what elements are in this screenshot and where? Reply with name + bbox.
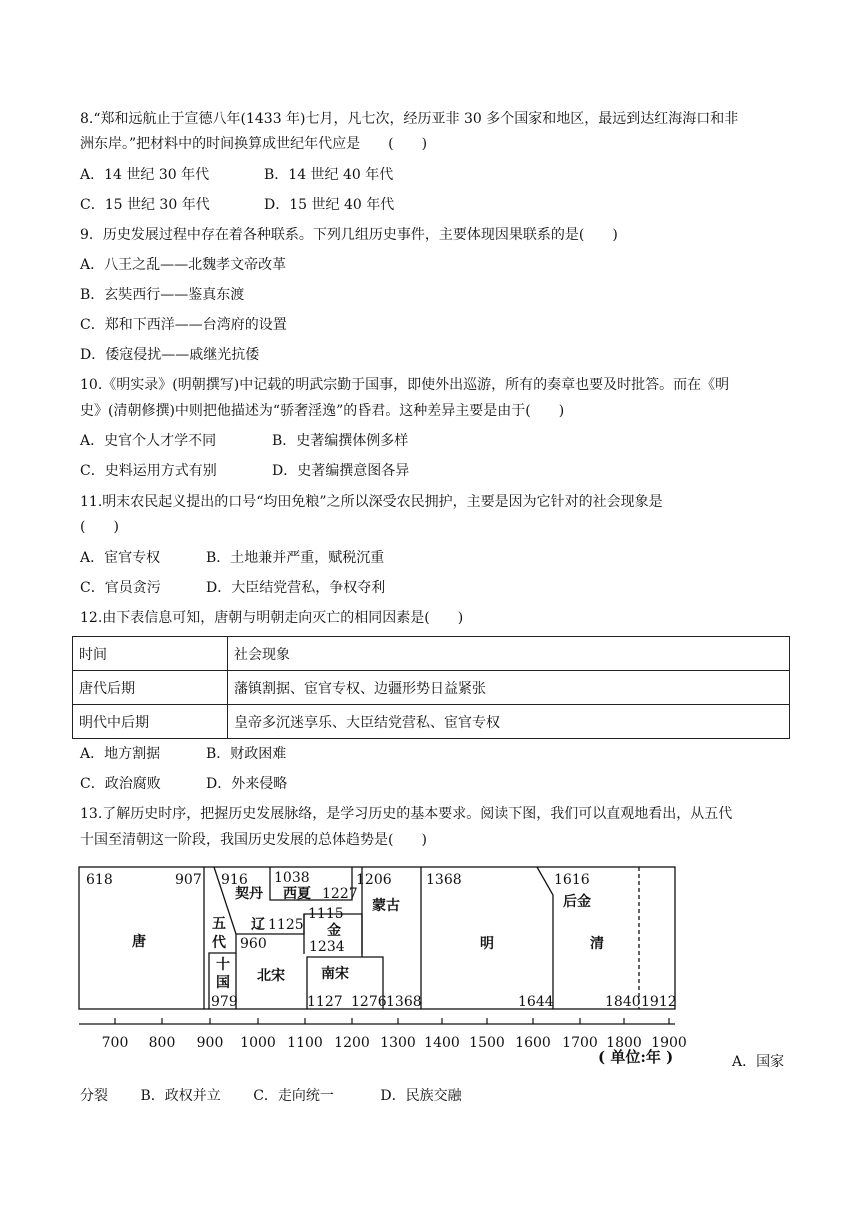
q8-stem-line2: 洲东岸。”把材料中的时间换算成世纪年代应是 ( ) [80, 136, 428, 152]
year-label: 1038 [274, 870, 310, 886]
q9-stem: 9．历史发展过程中存在着各种联系。下列几组历史事件，主要体现因果联系的是( ) [80, 227, 618, 243]
year-label: 1127 [307, 994, 343, 1010]
year-label: 1206 [356, 872, 392, 888]
q9-option-c[interactable]: C．郑和下西洋——台湾府的设置 [80, 317, 287, 333]
axis-tick-label: 1600 [515, 1035, 551, 1052]
table-cell: 藩镇割据、宦官专权、边疆形势日益紧张 [228, 671, 790, 705]
table-header-time: 时间 [73, 637, 228, 671]
axis-tick-label: 800 [148, 1035, 176, 1052]
dynasty-label-khitan: 契丹 [235, 886, 263, 902]
year-label: 618 [86, 872, 113, 888]
axis-tick-label: 1400 [424, 1035, 460, 1052]
q12-option-b[interactable]: B．财政困难 [206, 746, 287, 762]
table-cell: 唐代后期 [73, 671, 228, 705]
q13-option-a[interactable]: A．国家 [732, 1054, 785, 1070]
axis-tick-label: 900 [196, 1035, 224, 1052]
q13-options-line[interactable]: 分裂 B．政权并立 C．走向统一 D．民族交融 [80, 1088, 462, 1104]
q9-option-b[interactable]: B．玄奘西行——鉴真东渡 [80, 287, 245, 303]
year-label: 1616 [554, 872, 590, 888]
q10-option-c[interactable]: C．史料运用方式有别 [80, 463, 217, 479]
year-label: 1115 [308, 906, 344, 922]
dynasty-label-qing: 清 [590, 936, 604, 952]
q11-stem-line1: 11.明末农民起义提出的口号“均田免粮”之所以深受农民拥护，主要是因为它针对的社会现象是 [80, 494, 663, 510]
axis-tick-label: 1100 [287, 1035, 323, 1052]
axis-tick-label: 1300 [380, 1035, 416, 1052]
dynasty-label-tang: 唐 [132, 934, 146, 950]
q8-option-c[interactable]: C．15 世纪 30 年代 [80, 197, 210, 213]
unit-label: ( 单位:年 ) [598, 1048, 674, 1066]
year-label: 1912 [641, 994, 677, 1010]
year-label: 1276 [351, 994, 387, 1010]
q11-option-b[interactable]: B．土地兼并严重，赋税沉重 [206, 550, 385, 566]
year-label: 1125 [268, 917, 304, 933]
q11-stem-line2: ( ) [80, 519, 119, 535]
axis-tick-label: 1900 [651, 1035, 687, 1052]
dynasty-label-dai: 代 [212, 935, 226, 951]
q11-option-d[interactable]: D．大臣结党营私，争权夺利 [206, 580, 386, 596]
q12-option-d[interactable]: D．外来侵略 [206, 776, 288, 792]
table-header-phenomenon: 社会现象 [228, 637, 790, 671]
q10-option-d[interactable]: D．史著编撰意图各异 [272, 463, 410, 479]
year-label: 960 [240, 936, 267, 952]
dynasty-label-northern-song: 北宋 [257, 968, 285, 984]
timeline-divider [537, 867, 553, 1009]
axis-tick-label: 1700 [562, 1035, 598, 1052]
q8-option-d[interactable]: D．15 世纪 40 年代 [264, 197, 395, 213]
dynasty-label-ming: 明 [480, 936, 494, 952]
year-label: 1368 [386, 994, 422, 1010]
dynasty-label-later-jin: 后金 [563, 894, 591, 910]
q11-option-c[interactable]: C．官员贪污 [80, 580, 161, 596]
axis-tick-label: 1000 [240, 1035, 276, 1052]
q13-stem-line2: 十国至清朝这一阶段，我国历史发展的总体趋势是( ) [80, 832, 427, 848]
dynasty-label-mongol: 蒙古 [372, 898, 400, 914]
q8-option-a[interactable]: A．14 世纪 30 年代 [80, 167, 210, 183]
dynasty-label-xixia: 西夏 [283, 886, 311, 902]
dynasty-label-guo: 国 [216, 975, 230, 991]
q10-stem-line2: 史》(清朝修撰)中则把他描述为“骄奢淫逸”的昏君。这种差异主要是由于( ) [80, 403, 565, 419]
axis-tick-label: 700 [101, 1035, 129, 1052]
year-label: 907 [175, 872, 202, 888]
timeline-frame [79, 867, 675, 1009]
q12-stem: 12.由下表信息可知，唐朝与明朝走向灭亡的相同因素是( ) [80, 610, 464, 626]
table-cell: 皇帝多沉迷享乐、大臣结党营私、宦官专权 [228, 705, 790, 739]
q9-option-a[interactable]: A．八王之乱——北魏孝文帝改革 [80, 257, 287, 273]
year-label: 1234 [309, 939, 345, 955]
year-label: 1368 [426, 872, 462, 888]
dynasty-label-jin: 金 [327, 923, 341, 939]
dynasty-label-liao: 辽 [251, 917, 265, 933]
q8-stem-line1: 8.“郑和远航止于宣德八年(1433 年)七月，凡七次，经历亚非 30 多个国家和地区，最远到达红海海口和非 [80, 111, 739, 127]
dynasty-label-southern-song: 南宋 [321, 966, 349, 982]
year-label: 1644 [518, 994, 554, 1010]
axis-tick-label: 1500 [469, 1035, 505, 1052]
year-label: 916 [221, 872, 248, 888]
q9-option-d[interactable]: D．倭寇侵扰——戚继光抗倭 [80, 347, 260, 363]
dynasty-label-ten: 十 [216, 957, 230, 973]
axis-tick-label: 1200 [334, 1035, 370, 1052]
table-cell: 明代中后期 [73, 705, 228, 739]
q10-option-a[interactable]: A．史官个人才学不同 [80, 433, 217, 449]
q11-option-a[interactable]: A．宦官专权 [80, 550, 161, 566]
q12-option-c[interactable]: C．政治腐败 [80, 776, 161, 792]
axis-tick-label: 1800 [606, 1035, 642, 1052]
q10-stem-line1: 10.《明实录》(明朝撰写)中记载的明武宗勤于国事，即使外出巡游，所有的奏章也要及时批答。而在《明 [80, 377, 730, 393]
year-label: 979 [211, 994, 238, 1010]
q13-stem-line1: 13.了解历史时序，把握历史发展脉络，是学习历史的基本要求。阅读下图，我们可以直观地看出，从五代 [80, 806, 733, 822]
q12-option-a[interactable]: A．地方割据 [80, 746, 161, 762]
dynasty-label-five: 五 [212, 916, 226, 932]
q10-option-b[interactable]: B．史著编撰体例多样 [272, 433, 409, 449]
year-label: 1840 [605, 994, 641, 1010]
year-label: 1227 [322, 886, 358, 902]
q8-option-b[interactable]: B．14 世纪 40 年代 [264, 167, 394, 183]
